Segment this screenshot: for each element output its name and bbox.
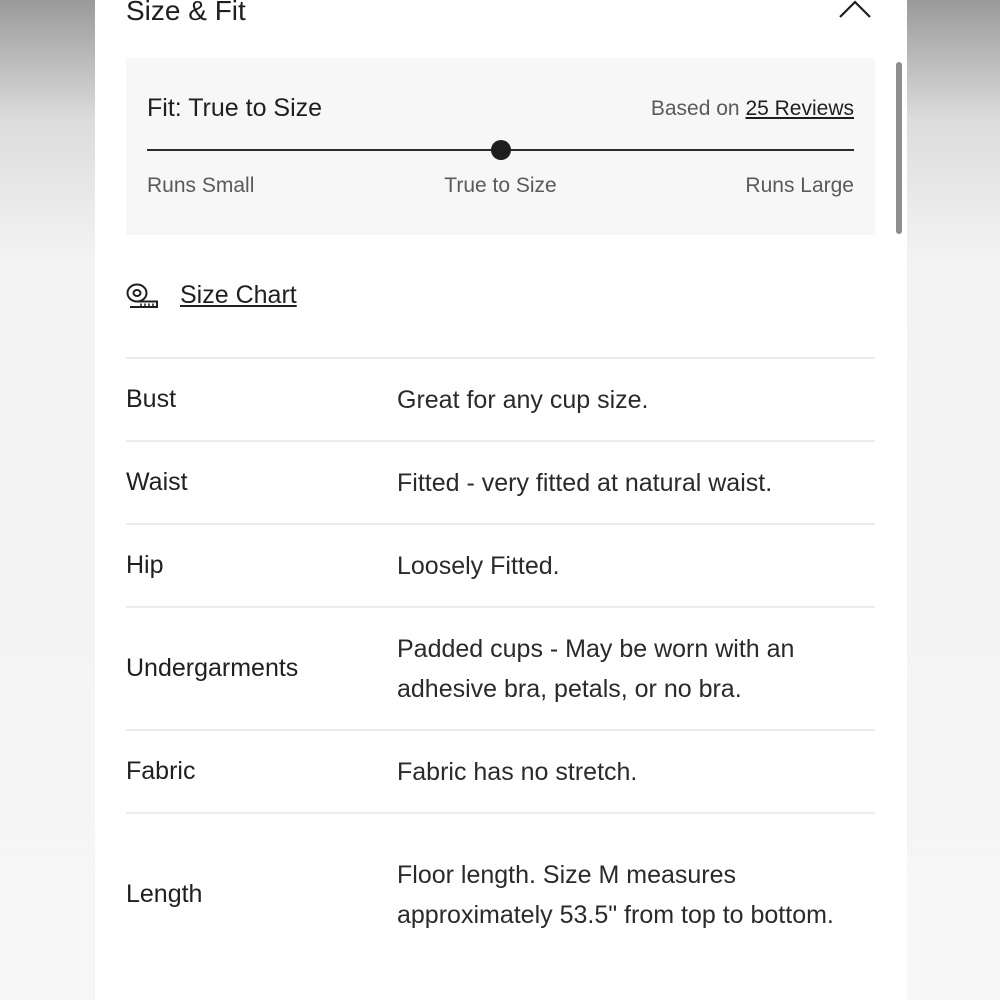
detail-value: Floor length. Size M measures approximately 53.5" from top to bottom.	[397, 860, 834, 929]
size-chart-link[interactable]	[126, 278, 297, 312]
true-to-size-label: True to Size	[444, 174, 557, 197]
fit-title: Fit: True to Size	[147, 94, 323, 122]
table-row	[126, 729, 875, 812]
measuring-tape-icon	[126, 282, 160, 308]
fit-indicator-dot	[491, 140, 511, 160]
detail-label: Hip	[126, 551, 164, 579]
detail-label: Waist	[126, 468, 188, 496]
detail-value: Loosely Fitted.	[397, 551, 560, 580]
detail-value: Fabric has no stretch.	[397, 757, 638, 786]
runs-small-label: Runs Small	[147, 174, 255, 197]
fit-details-table	[126, 357, 875, 975]
fit-summary-box	[126, 58, 875, 235]
size-chart-label: Size Chart	[180, 280, 297, 309]
detail-label: Fabric	[126, 757, 196, 785]
detail-value: Great for any cup size.	[397, 385, 649, 414]
based-on-prefix: Based on	[650, 97, 740, 120]
detail-value: Padded cups - May be worn with an adhesive bra, petals, or no bra.	[397, 634, 795, 703]
table-row	[126, 357, 875, 440]
size-fit-panel	[95, 0, 907, 1000]
detail-label: Length	[126, 880, 203, 908]
detail-label: Undergarments	[126, 654, 299, 682]
detail-value: Fitted - very fitted at natural waist.	[397, 468, 773, 497]
scrollbar-thumb[interactable]	[896, 62, 902, 234]
table-row	[126, 812, 875, 975]
table-row	[126, 606, 875, 729]
table-row	[126, 523, 875, 606]
size-fit-header[interactable]	[126, 0, 875, 34]
reviews-link[interactable]: 25 Reviews	[745, 97, 854, 120]
detail-label: Bust	[126, 385, 177, 413]
based-on-reviews	[651, 97, 854, 121]
runs-large-label: Runs Large	[745, 174, 854, 197]
table-row	[126, 440, 875, 523]
section-title: Size & Fit	[126, 0, 246, 26]
chevron-up-icon[interactable]	[837, 0, 873, 20]
